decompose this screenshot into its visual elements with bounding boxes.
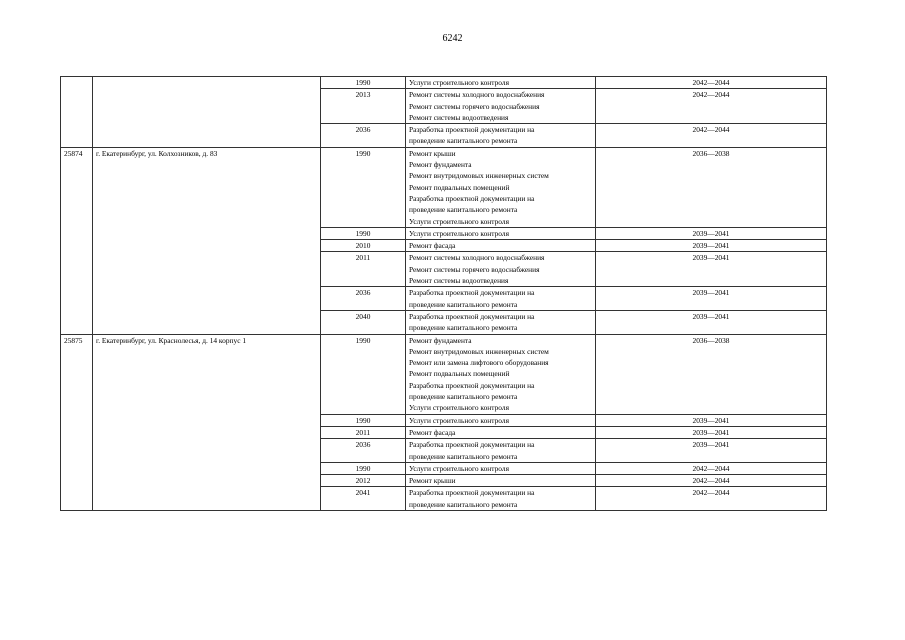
work-type-line: Услуги строительного контроля xyxy=(409,463,509,473)
period-cell: 2042—2044 xyxy=(596,462,827,474)
page-number: 6242 xyxy=(442,33,463,44)
work-type-line: Ремонт системы горячего водоснабжения xyxy=(409,101,540,111)
work-type-line: Услуги строительного контроля xyxy=(409,78,509,87)
work-type-line: Ремонт системы холодного водоснабжения xyxy=(409,253,545,263)
work-type-line: Ремонт системы водоотведения xyxy=(409,112,509,122)
work-type-cell xyxy=(406,310,596,334)
year-cell: 2036 xyxy=(321,124,406,148)
year-cell: 2036 xyxy=(321,439,406,463)
period-cell: 2039—2041 xyxy=(596,240,827,252)
work-type-line: проведение капитального ремонта xyxy=(409,499,518,509)
work-type-line: Услуги строительного контроля xyxy=(409,403,509,413)
work-type-line: Ремонт внутридомовых инженерных систем xyxy=(409,346,549,356)
year-cell: 1990 xyxy=(321,414,406,426)
period-cell: 2039—2041 xyxy=(596,439,827,463)
period-cell: 2039—2041 xyxy=(596,252,827,287)
work-type-cell xyxy=(406,124,596,148)
work-type-cell xyxy=(406,147,596,227)
work-type-line: Ремонт крыши xyxy=(409,476,456,486)
work-type-line: проведение капитального ремонта xyxy=(409,451,518,461)
work-type-line: Ремонт или замена лифтового оборудования xyxy=(409,358,549,368)
work-type-line: Ремонт системы холодного водоснабжения xyxy=(409,90,545,100)
period-cell: 2042—2044 xyxy=(596,487,827,511)
year-cell: 1990 xyxy=(321,334,406,414)
year-cell: 1990 xyxy=(321,227,406,239)
work-type-line: Разработка проектной документации на xyxy=(409,288,535,298)
work-type-cell xyxy=(406,475,596,487)
work-type-line: проведение капитального ремонта xyxy=(409,323,518,333)
work-type-cell xyxy=(406,240,596,252)
work-type-line: проведение капитального ремонта xyxy=(409,205,518,215)
repair-schedule-table xyxy=(60,76,827,511)
period-cell: 2039—2041 xyxy=(596,310,827,334)
year-cell: 2013 xyxy=(321,89,406,124)
work-type-cell xyxy=(406,287,596,311)
work-type-line: Услуги строительного контроля xyxy=(409,228,509,238)
period-cell: 2042—2044 xyxy=(596,475,827,487)
address-cell: г. Екатеринбург, ул. Краснолесья, д. 14 корпус 1 xyxy=(93,334,321,510)
year-cell: 1990 xyxy=(321,147,406,227)
work-type-line: Услуги строительного контроля xyxy=(409,415,509,425)
year-cell: 2041 xyxy=(321,487,406,511)
house-id-cell: 25874 xyxy=(61,147,93,334)
table-row xyxy=(61,77,827,89)
table-row xyxy=(61,147,827,227)
work-type-cell xyxy=(406,252,596,287)
period-cell: 2042—2044 xyxy=(596,124,827,148)
work-type-cell xyxy=(406,77,596,89)
year-cell: 2011 xyxy=(321,252,406,287)
work-type-line: Ремонт подвальных помещений xyxy=(409,182,510,192)
address-cell: г. Екатеринбург, ул. Колхозников, д. 83 xyxy=(93,147,321,334)
period-cell: 2039—2041 xyxy=(596,426,827,438)
work-type-cell xyxy=(406,426,596,438)
work-type-line: Ремонт фундамента xyxy=(409,335,472,345)
house-id-cell xyxy=(61,77,93,148)
work-type-line: Ремонт фундамента xyxy=(409,160,472,170)
work-type-line: Разработка проектной документации на xyxy=(409,193,535,203)
year-cell: 2040 xyxy=(321,310,406,334)
period-cell: 2042—2044 xyxy=(596,89,827,124)
work-type-line: Ремонт подвальных помещений xyxy=(409,369,510,379)
period-cell: 2039—2041 xyxy=(596,227,827,239)
work-type-line: Ремонт внутридомовых инженерных систем xyxy=(409,171,549,181)
address-cell xyxy=(93,77,321,148)
work-type-line: Ремонт системы водоотведения xyxy=(409,276,509,286)
work-type-cell xyxy=(406,334,596,414)
work-type-line: Разработка проектной документации на xyxy=(409,440,535,450)
table-row xyxy=(61,334,827,414)
work-type-line: Разработка проектной документации на xyxy=(409,125,535,135)
year-cell: 2010 xyxy=(321,240,406,252)
year-cell: 1990 xyxy=(321,462,406,474)
year-cell: 2011 xyxy=(321,426,406,438)
work-type-line: Разработка проектной документации на xyxy=(409,488,535,498)
year-cell: 2012 xyxy=(321,475,406,487)
work-type-cell xyxy=(406,414,596,426)
work-type-cell xyxy=(406,462,596,474)
period-cell: 2036—2038 xyxy=(596,334,827,414)
work-type-line: Разработка проектной документации на xyxy=(409,311,535,321)
work-type-line: Ремонт крыши xyxy=(409,148,456,158)
house-id-cell: 25875 xyxy=(61,334,93,510)
work-type-cell xyxy=(406,89,596,124)
work-type-line: Разработка проектной документации на xyxy=(409,380,535,390)
work-type-line: проведение капитального ремонта xyxy=(409,392,518,402)
work-type-line: Ремонт фасада xyxy=(409,241,456,251)
period-cell: 2042—2044 xyxy=(596,77,827,89)
work-type-line: проведение капитального ремонта xyxy=(409,299,518,309)
work-type-cell xyxy=(406,487,596,511)
period-cell: 2036—2038 xyxy=(596,147,827,227)
work-type-cell xyxy=(406,439,596,463)
work-type-line: Ремонт системы горячего водоснабжения xyxy=(409,264,540,274)
work-type-line: Ремонт фасада xyxy=(409,427,456,437)
work-type-line: проведение капитального ремонта xyxy=(409,136,518,146)
year-cell: 2036 xyxy=(321,287,406,311)
period-cell: 2039—2041 xyxy=(596,287,827,311)
period-cell: 2039—2041 xyxy=(596,414,827,426)
year-cell: 1990 xyxy=(321,77,406,89)
work-type-cell xyxy=(406,227,596,239)
work-type-line: Услуги строительного контроля xyxy=(409,216,509,226)
